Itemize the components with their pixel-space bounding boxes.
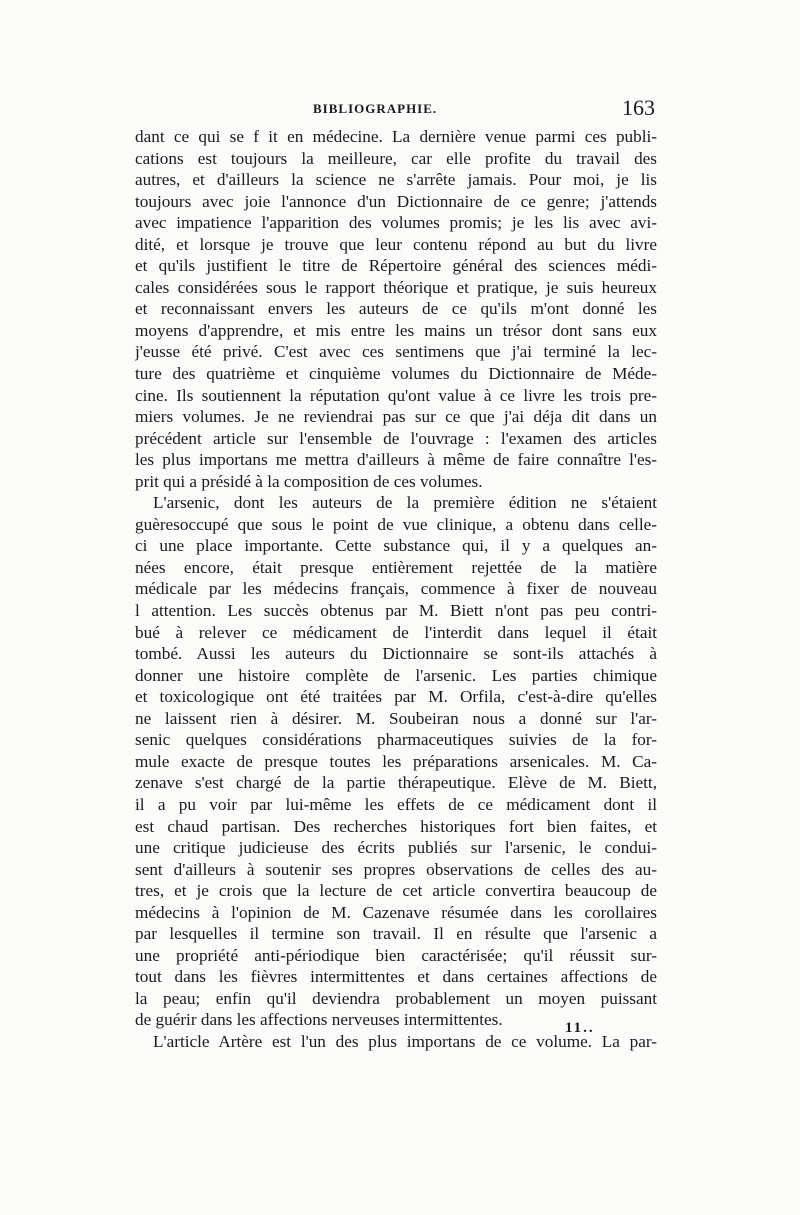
text-line: guèresoccupé que sous le point de vue clinique, a obtenu dans celle-	[135, 514, 657, 534]
text-line: médecins à l'opinion de M. Cazenave résumée dans les corollaires	[135, 902, 657, 922]
text-line: senic quelques considérations pharmaceutiques suivies de la for-	[135, 730, 657, 750]
text-line: médicale par les médecins français, commence à fixer de nouveau	[135, 579, 657, 599]
text-line: cales considérées sous le rapport théorique et pratique, je suis heureux	[135, 277, 657, 297]
text-line: tout dans les fièvres intermittentes et dans certaines affections de	[135, 967, 657, 987]
text-line: prit qui a présidé à la composition de ces volumes.	[135, 471, 483, 491]
text-line: zenave s'est chargé de la partie thérapeutique. Elève de M. Biett,	[135, 773, 657, 793]
body-text	[135, 126, 657, 1053]
running-title: BIBLIOGRAPHIE.	[313, 101, 438, 116]
running-header	[135, 95, 655, 121]
signature-mark: 11..	[565, 1020, 595, 1036]
text-line: sent d'ailleurs à soutenir ses propres observations de celles des au-	[135, 859, 657, 879]
text-line: une critique judicieuse des écrits publiés sur l'arsenic, le condui-	[135, 838, 657, 858]
text-line: est chaud partisan. Des recherches historiques fort bien faites, et	[135, 816, 657, 836]
text-line: dité, et lorsque je trouve que leur contenu répond au but du livre	[135, 234, 657, 254]
text-line: de guérir dans les affections nerveuses intermittentes.	[135, 1010, 503, 1030]
text-line: bué à relever ce médicament de l'interdit dans lequel il était	[135, 622, 657, 642]
text-line: une propriété anti-périodique bien caractérisée; qu'il réussit sur-	[135, 945, 657, 965]
text-line: et toxicologique ont été traitées par M. Orfila, c'est-à-dire qu'elles	[135, 687, 657, 707]
text-line: et qu'ils justifient le titre de Répertoire général des sciences médi-	[135, 256, 657, 276]
page-number: 163	[622, 95, 655, 120]
text-line: avec impatience l'apparition des volumes promis; je les lis avec avi-	[135, 213, 657, 233]
text-line: les plus importans me mettra d'ailleurs à même de faire connaître l'es-	[135, 450, 657, 470]
text-line: autres, et d'ailleurs la science ne s'arrête jamais. Pour moi, je lis	[135, 170, 657, 190]
text-line: par lesquelles il termine son travail. Il en résulte que l'arsenic a	[135, 924, 657, 944]
text-line: l attention. Les succès obtenus par M. Biett n'ont pas peu contri-	[135, 601, 657, 621]
text-line: ne laissent rien à désirer. M. Soubeiran nous a donné sur l'ar-	[135, 708, 657, 728]
text-line: L'article Artère est l'un des plus importans de ce volume. La par-	[153, 1031, 657, 1051]
text-line: mule exacte de presque toutes les préparations arsenicales. M. Ca-	[135, 751, 657, 771]
text-line: dant ce qui se f it en médecine. La dernière venue parmi ces publi-	[135, 127, 657, 146]
text-line: ci une place importante. Cette substance qui, il y a quelques an-	[135, 536, 657, 556]
text-line: tres, et je crois que la lecture de cet article convertira beaucoup de	[135, 881, 657, 901]
text-line: cations est toujours la meilleure, car elle profite du travail des	[135, 148, 657, 168]
text-line: toujours avec joie l'annonce d'un Dictionnaire de ce genre; j'attends	[135, 191, 657, 211]
text-line: ture des quatrième et cinquième volumes du Dictionnaire de Méde-	[135, 364, 657, 384]
text-line: j'eusse été privé. C'est avec ces sentimens que j'ai terminé la lec-	[135, 342, 657, 362]
text-line: il a pu voir par lui-même les effets de ce médicament dont il	[135, 794, 657, 814]
text-line: et reconnaissant envers les auteurs de ce qu'ils m'ont donné les	[135, 299, 657, 319]
text-line: L'arsenic, dont les auteurs de la première édition ne s'étaient	[153, 493, 657, 513]
text-line: la peau; enfin qu'il deviendra probablement un moyen puissant	[135, 988, 657, 1008]
text-line: tombé. Aussi les auteurs du Dictionnaire se sont-ils attachés à	[135, 644, 657, 664]
text-line: précédent article sur l'ensemble de l'ouvrage : l'examen des articles	[135, 428, 657, 448]
text-line: miers volumes. Je ne reviendrai pas sur ce que j'ai déja dit dans un	[135, 407, 657, 427]
text-line: moyens d'apprendre, et mis entre les mains un trésor dont sans eux	[135, 320, 657, 340]
text-line: nées encore, était presque entièrement rejettée de la matière	[135, 557, 657, 577]
text-line: cine. Ils soutiennent la réputation qu'ont value à ce livre les trois pre-	[135, 385, 657, 405]
text-line: donner une histoire complète de l'arsenic. Les parties chimique	[135, 665, 657, 685]
